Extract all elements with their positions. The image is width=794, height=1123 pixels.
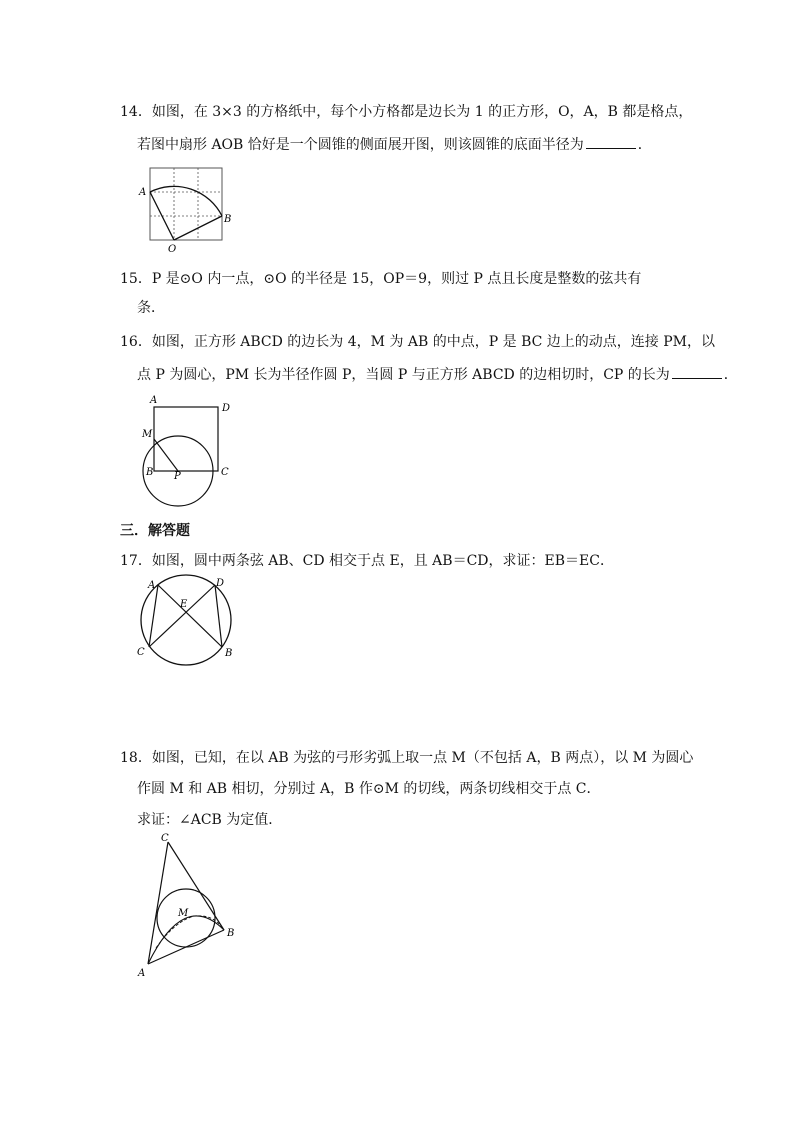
label-O: O — [168, 244, 177, 255]
q14-line2-text: 若图中扇形 AOB 恰好是一个圆锥的侧面展开图，则该圆锥的底面半径为 — [137, 137, 584, 153]
q16-line2-text: 点 P 为圆心，PM 长为半径作圆 P，当圆 P 与正方形 ABCD 的边相切时，CP 的长为 — [137, 367, 670, 383]
label-B: B — [225, 648, 233, 659]
arc-AB — [150, 186, 222, 216]
label-A: A — [139, 187, 147, 198]
q15-line2: 条． — [137, 300, 165, 316]
q17-line1: 17．如图，圆中两条弦 AB、CD 相交于点 E，且 AB＝CD，求证：EB＝EC． — [120, 553, 614, 569]
section-heading: 三．解答题 — [120, 523, 190, 539]
q18-line1: 18．如图，已知，在以 AB 为弦的弓形劣弧上取一点 M（不包括 A，B 两点），以 M 为圆心 — [120, 750, 694, 766]
label-A: A — [150, 395, 158, 406]
chord-AB — [158, 585, 222, 647]
tangent-BC — [168, 842, 224, 930]
label-A: A — [138, 968, 146, 979]
q14-line2-end: ． — [637, 137, 652, 153]
q18-tangent-figure — [134, 830, 244, 980]
chord-CD — [149, 585, 215, 647]
q16-line1: 16．如图，正方形 ABCD 的边长为 4，M 为 AB 的中点，P 是 BC 边上的动点，连接 PM，以 — [120, 334, 715, 350]
segment-AC — [149, 585, 158, 647]
label-D: D — [222, 403, 231, 414]
label-M: M — [178, 908, 189, 919]
label-C: C — [221, 467, 229, 478]
segment-PM — [154, 439, 178, 471]
label-M: M — [142, 429, 153, 440]
q16-line2 — [137, 364, 738, 385]
grid-border — [150, 168, 222, 240]
label-B: B — [146, 467, 154, 478]
q16-line2-end: ． — [723, 367, 738, 383]
q16-square-figure — [138, 393, 238, 503]
q14-line1: 14．如图，在 3×3 的方格纸中，每个小方格都是边长为 1 的正方形，O，A，B 都是格点， — [120, 104, 693, 120]
q16-answer-blank[interactable] — [672, 364, 722, 379]
q18-line3: 求证：∠ACB 为定值． — [137, 812, 283, 828]
q18-line2: 作圆 M 和 AB 相切，分别过 A，B 作⊙M 的切线，两条切线相交于点 C． — [137, 781, 601, 797]
arc-dashed — [156, 916, 224, 948]
q15-line1: 15．P 是⊙O 内一点，⊙O 的半径是 15，OP＝9，则过 P 点且长度是整数的弦共有 — [120, 271, 642, 287]
q14-answer-blank[interactable] — [586, 134, 636, 149]
arc-solid — [148, 916, 224, 964]
label-B: B — [224, 214, 232, 225]
segment-DB — [215, 585, 222, 647]
label-C: C — [161, 833, 169, 844]
q14-grid-figure — [136, 164, 236, 254]
q14-line2 — [137, 134, 652, 155]
label-B: B — [227, 928, 235, 939]
q17-circle-figure — [132, 576, 242, 666]
label-E: E — [180, 599, 188, 610]
label-C: C — [137, 647, 145, 658]
label-D: D — [216, 578, 225, 589]
label-P: P — [174, 471, 181, 482]
label-A: A — [148, 580, 156, 591]
